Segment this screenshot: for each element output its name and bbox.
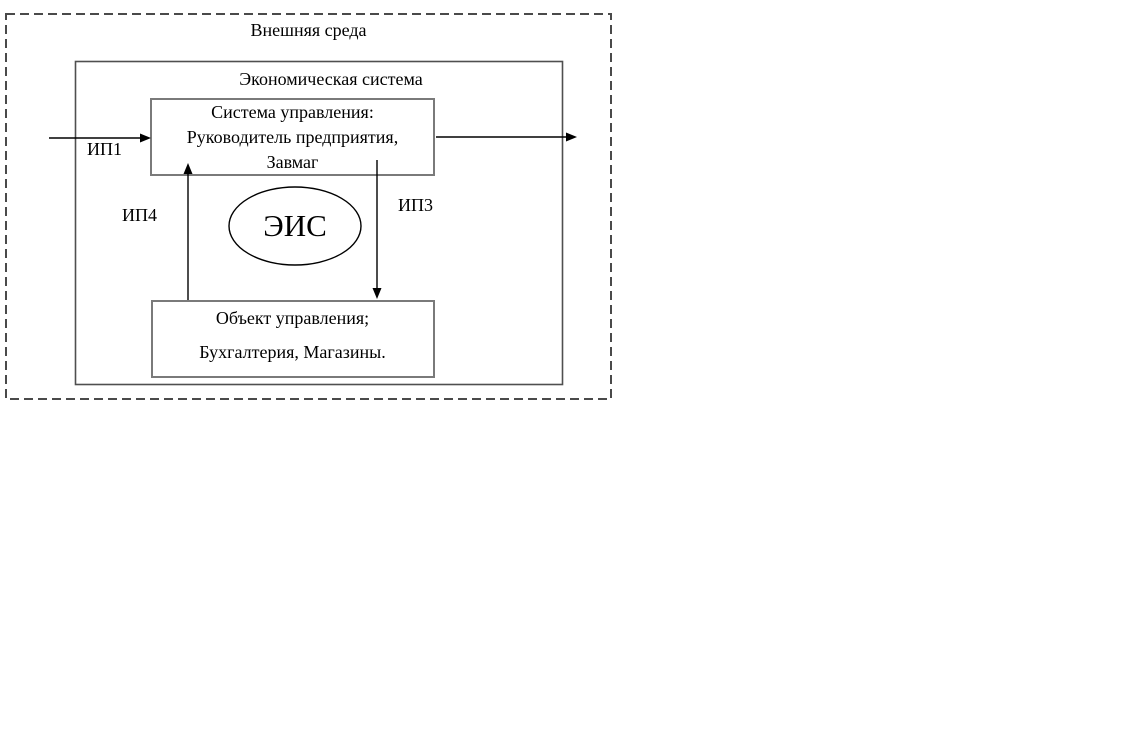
control-system-line-3: Завмаг [266, 152, 319, 172]
flow-label-ip3: ИП3 [398, 195, 433, 215]
flow-label-ip1: ИП1 [87, 139, 122, 159]
arrow-ip4 [184, 163, 193, 300]
eis-ellipse-label: ЭИС [263, 208, 327, 243]
arrow-ip3 [373, 160, 382, 299]
control-object-box-text [153, 301, 432, 369]
control-object-line-2: Бухгалтерия, Магазины. [199, 342, 386, 362]
arrow-output [436, 133, 577, 142]
control-system-box-text [152, 100, 433, 175]
flow-label-ip4: ИП4 [122, 205, 157, 225]
arrow-ip3-head-icon [373, 288, 382, 299]
arrow-ip1-head-icon [140, 134, 151, 143]
economic-system-label: Экономическая система [239, 69, 423, 89]
external-environment-label: Внешняя среда [250, 20, 367, 40]
control-system-line-2: Руководитель предприятия, [186, 127, 399, 147]
arrow-output-head-icon [566, 133, 577, 142]
control-object-line-1: Объект управления; [215, 308, 370, 328]
control-system-line-1: Система управления: [211, 102, 374, 122]
